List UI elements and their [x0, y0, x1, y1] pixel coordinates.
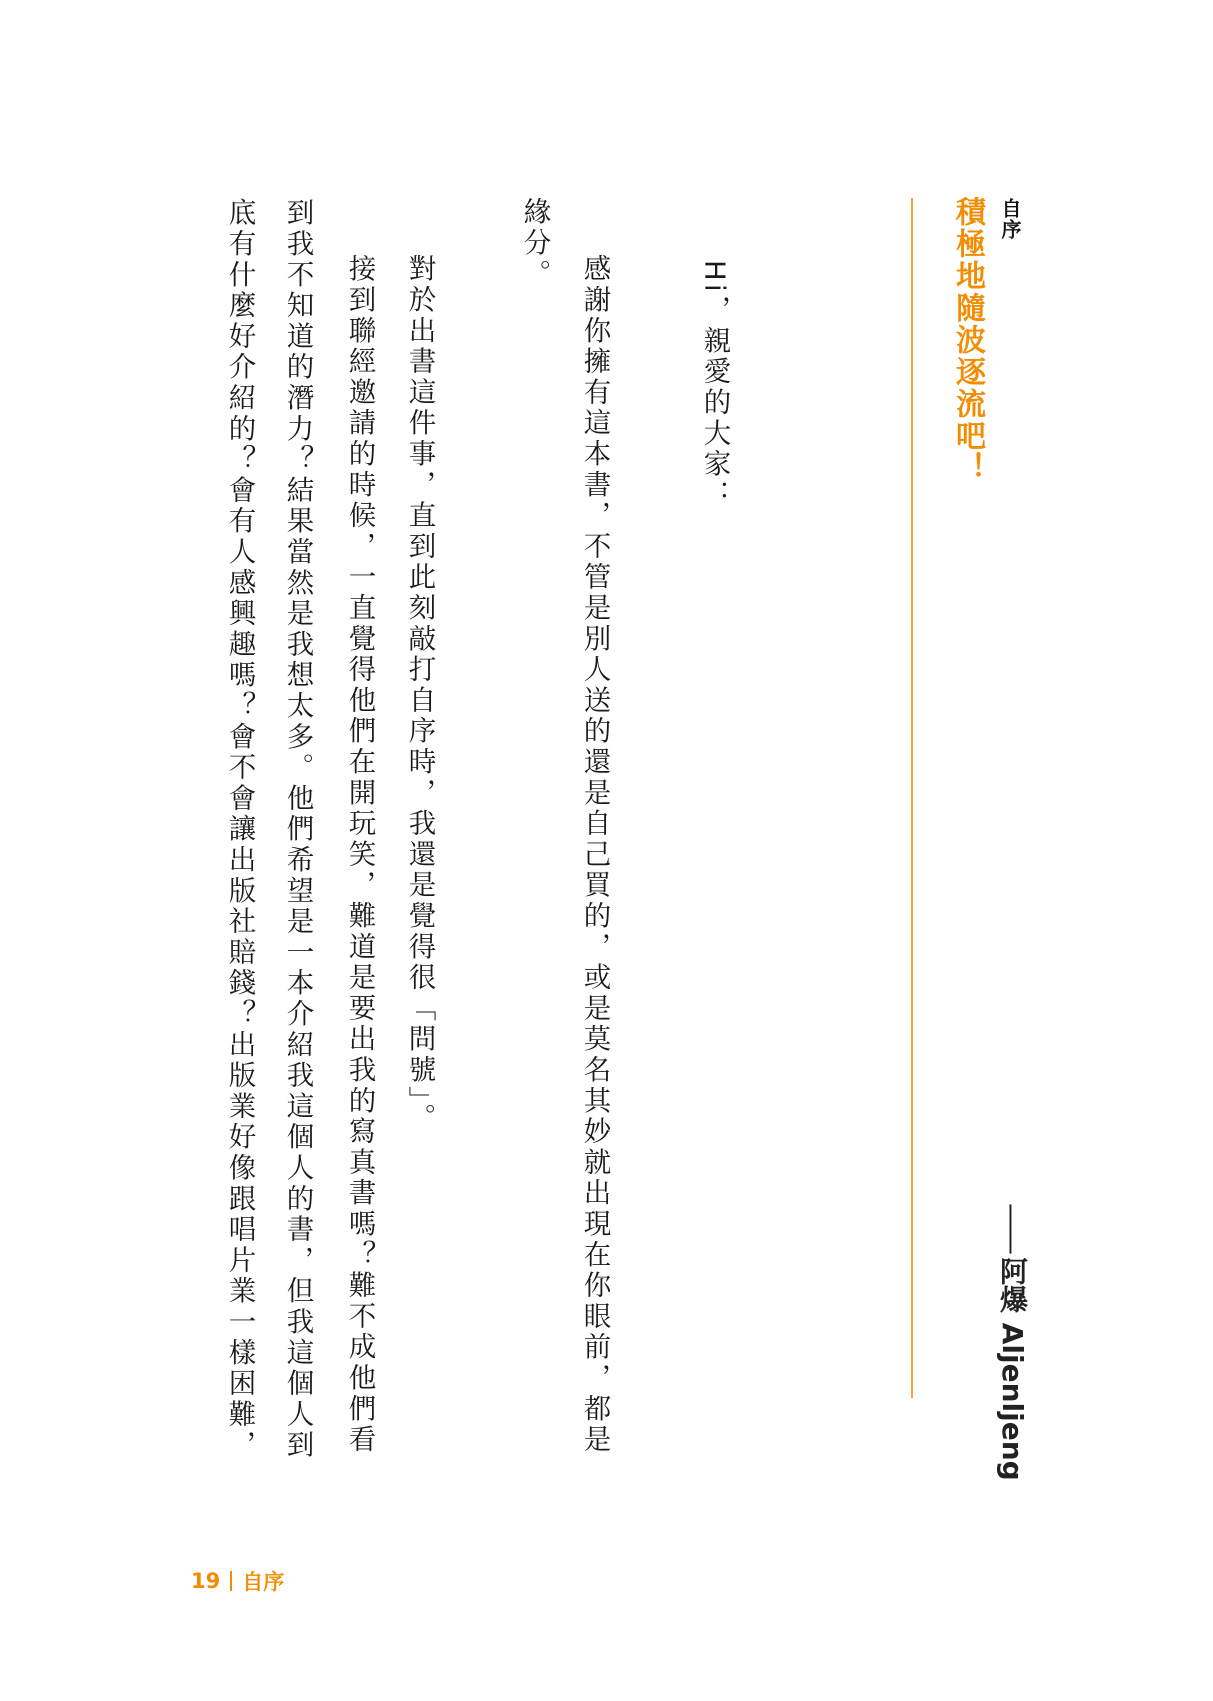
text-column-5: 接到聯經邀請的時候，一直覺得他們在開玩笑，難道是要出我的寫真書嗎？難不成他們看: [343, 254, 376, 1456]
page-footer: [191, 1566, 284, 1596]
text-column-7: 底有什麼好介紹的？會有人感興趣嗎？會不會讓出版社賠錢？出版業好像跟唱片業一樣困難，: [223, 198, 256, 1461]
author-name: 阿爆 Aljenljeng: [996, 1257, 1029, 1481]
byline-dash: ——: [996, 1203, 1029, 1251]
page-number: 19: [191, 1569, 221, 1593]
footer-section: 自序: [242, 1570, 285, 1594]
section-label: 自序: [998, 198, 1022, 240]
text-column-4: 對於出書這件事，直到此刻敲打自序時，我還是覺得很「問號」。: [403, 254, 436, 1134]
chapter-title: 積極地隨波逐流吧！: [950, 196, 985, 484]
author-byline: [996, 1203, 1029, 1481]
text-column-3: 緣分。: [518, 197, 551, 290]
text-column-1: Hi，親愛的大家：: [698, 260, 731, 511]
text-column-6: 到我不知道的潛力？結果當然是我想太多。他們希望是一本介紹我這個人的書，但我這個人到: [281, 198, 314, 1461]
footer-divider: [230, 1571, 232, 1591]
title-divider: [911, 198, 913, 1398]
text-column-2: 感謝你擁有這本書，不管是別人送的還是自己買的，或是莫名其妙就出現在你眼前，都是: [578, 254, 611, 1456]
